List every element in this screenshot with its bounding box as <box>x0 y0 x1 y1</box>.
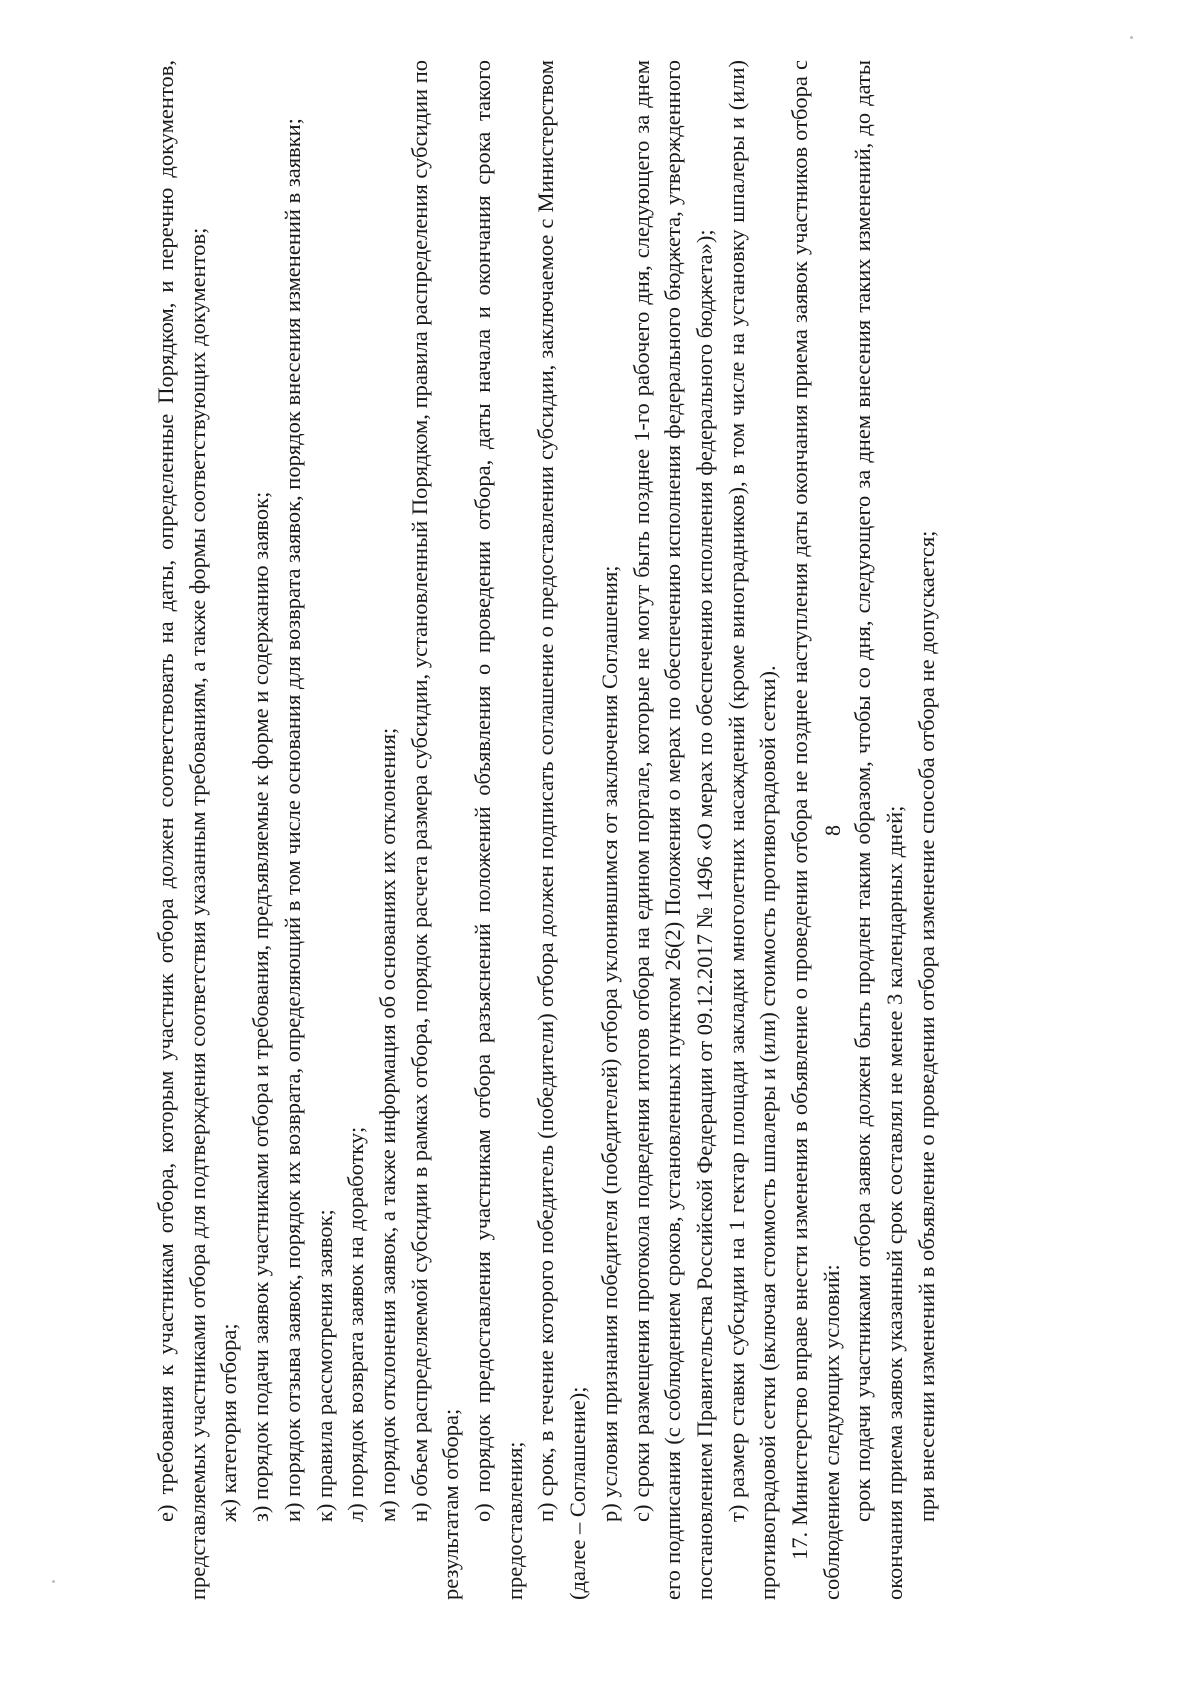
scan-speck <box>52 1580 55 1583</box>
paragraph-item-m: м) порядок отклонения заявок, а также информация об основаниях их отклонения; <box>374 727 400 1522</box>
paragraph-item-e: е) требования к участникам отбора, которым участник отбора должен соответствовать на даты, определенные Порядком, и перечню документов, представляемых участниками отбора для подтверждения соответствия указанным требованиям, а также формы соответствующих документов; <box>153 60 210 1600</box>
paragraph-item-l: л) порядок возврата заявок на доработку; <box>343 1126 369 1522</box>
paragraph-condition-method: при внесении изменений в объявление о проведении отбора изменение способа отбора не допускается; <box>913 530 939 1522</box>
paragraph-item-s: с) сроки размещения протокола подведения итогов отбора на едином портале, которые не могут быть позднее 1-го рабочего дня, следующего за днем его подписания (с соблюдением сроков, установленных пунктом 26(2) Положения о мерах по обеспечению исполнения федерального бюджета, утвержденного постановлением Правительства Российской Федерации от 09.12.2017 № 1496 «О мерах по обеспечению исполнения федерального бюджета»); <box>628 60 717 1600</box>
paragraph-item-t: т) размер ставки субсидии на 1 гектар площади закладки многолетних насаждений (кроме виноградников), в том числе на установку шпалеры и (или) противоградовой сетки (включая стоимость шпалеры и (или) стоимость противоградовой сетки). <box>723 60 781 1600</box>
paragraph-item-r: р) условия признания победителя (победителей) отбора уклонившимся от заключения Соглашения; <box>596 565 622 1522</box>
paragraph-item-i: и) порядок отзыва заявок, порядок их возврата, определяющий в том числе основания для возврата заявок, порядок внесения изменений в заявки; <box>279 118 305 1522</box>
paragraph-item-p: п) срок, в течение которого победитель (победители) отбора должен подписать соглашение о предоставлении субсидии, заключаемое с Министерством (далее – Соглашение); <box>533 60 591 1600</box>
paragraph-item-zh: ж) категория отбора; <box>216 1323 242 1522</box>
paragraph-item-k: к) правила рассмотрения заявок; <box>311 1209 337 1522</box>
paragraph-item-z: з) порядок подачи заявок участниками отбора и требования, предъявляемые к форме и содержанию заявок; <box>248 491 274 1522</box>
paragraph-item-n: н) объем распределяемой субсидии в рамках отбора, порядок расчета размера субсидии, установленный Порядком, правила распределения субсидии по результатам отбора; <box>406 60 464 1600</box>
paragraph-item-o: о) порядок предоставления участникам отбора разъяснений положений объявления о проведении отбора, даты начала и окончания срока такого предоставления; <box>470 60 527 1600</box>
paragraph-clause-17: 17. Министерство вправе внести изменения в объявление о проведении отбора не позднее наступления даты окончания приема заявок участников отбора с соблюдением следующих условий: <box>787 60 844 1600</box>
page-number: 8 <box>820 825 845 836</box>
scan-speck <box>1130 36 1133 39</box>
document-body <box>150 60 943 1600</box>
paragraph-condition-deadline: срок подачи участниками отбора заявок должен быть продлен таким образом, чтобы со дня, следующего за днем внесения таких изменений, до даты окончания приема заявок указанный срок составлял не менее 3 календарных дней; <box>850 60 908 1600</box>
